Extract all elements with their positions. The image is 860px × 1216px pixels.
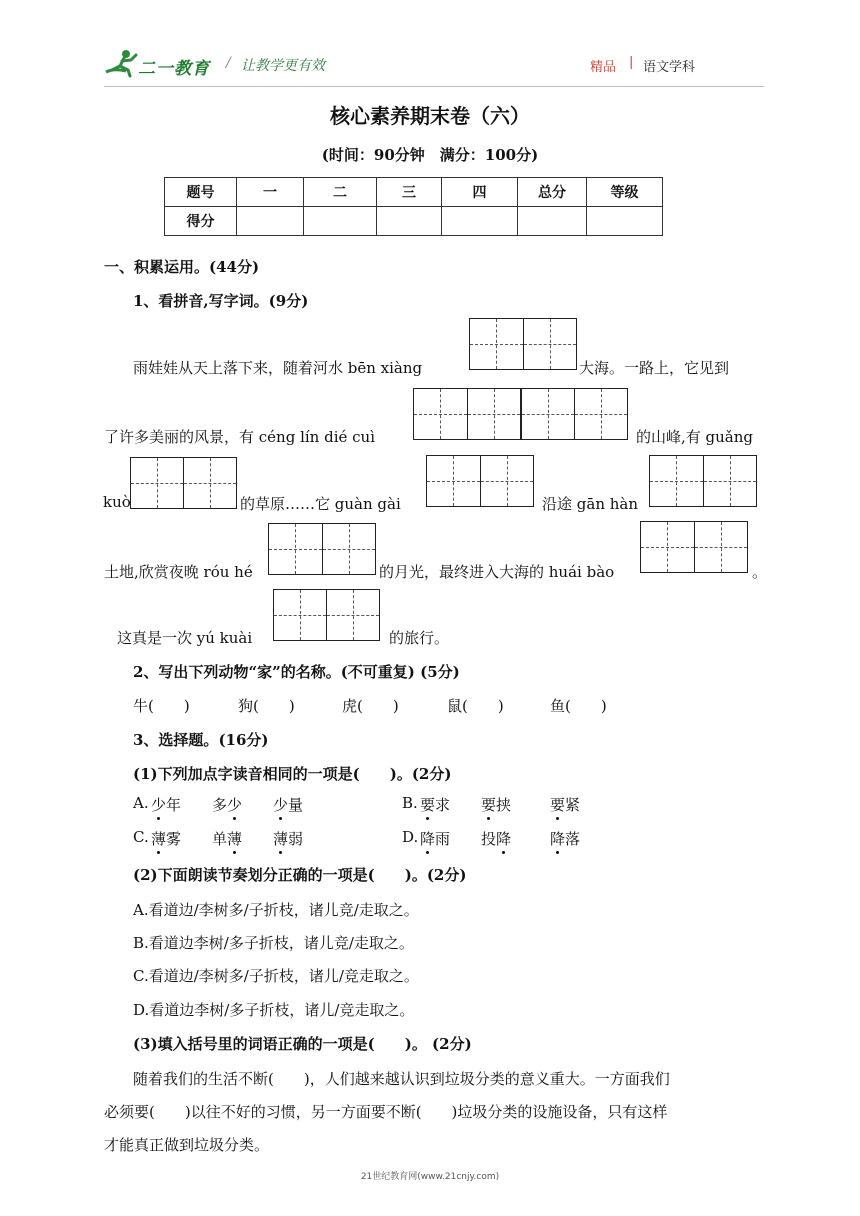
writing-grid[interactable] (130, 457, 237, 509)
passage-line: 的月光，最终进入大海的 huái bào (379, 563, 615, 581)
choice-option-c[interactable]: C.看道边/李树多/子折枝，诸儿/竞走取之。 (133, 967, 419, 985)
passage-line: 雨娃娃从天上落下来，随着河水 bēn xiàng (133, 359, 423, 377)
passage-line: 大海。一路上，它见到 (579, 359, 730, 377)
subject-label: 语文学科 (643, 60, 696, 75)
score-table (164, 177, 663, 236)
option-word: 少量 (273, 796, 304, 814)
exam-info: (时间：90分钟 满分：100分) (321, 146, 539, 164)
subquestion-heading: (3)填入括号里的词语正确的一项是( )。 (2分) (133, 1035, 472, 1053)
passage-line: 了许多美丽的风景，有 céng lín dié cuì (104, 428, 376, 446)
paragraph-line: 才能真正做到垃圾分类。 (104, 1136, 270, 1154)
passage-line: 土地,欣赏夜晚 róu hé (104, 563, 253, 581)
passage-line: kuò (103, 493, 131, 511)
option-word: 降雨 (420, 830, 451, 848)
header-cell: 题号 (165, 178, 237, 207)
quality-badge: 精品 (590, 60, 617, 75)
option-word: 要求 (420, 796, 451, 814)
passage-line: 的山峰,有 guǎng (636, 428, 754, 446)
slogan: 让教学更有效 (241, 58, 325, 74)
option-word: 要紧 (550, 796, 581, 814)
option-word: 薄弱 (273, 830, 304, 848)
score-cell[interactable] (518, 207, 587, 236)
animal-item[interactable]: 牛( ) (133, 697, 190, 715)
option-label[interactable]: C. (133, 828, 149, 846)
score-cell[interactable] (237, 207, 304, 236)
writing-grid[interactable] (426, 455, 534, 507)
question-heading: 3、选择题。(16分) (133, 731, 269, 749)
option-word: 投降 (481, 830, 512, 848)
choice-option-b[interactable]: B.看道边李树/多子折枝，诸儿竞/走取之。 (133, 934, 414, 952)
score-cell[interactable] (587, 207, 663, 236)
score-table-row (165, 207, 663, 236)
animal-item[interactable]: 鼠( ) (447, 697, 504, 715)
score-cell[interactable] (304, 207, 377, 236)
passage-line: 的草原……它 guàn gài (240, 495, 401, 513)
score-table-header-row (165, 178, 663, 207)
animal-item[interactable]: 鱼( ) (550, 697, 607, 715)
animal-item[interactable]: 虎( ) (342, 697, 399, 715)
row-label: 得分 (165, 207, 237, 236)
subquestion-heading: (1)下列加点字读音相同的一项是( )。(2分) (133, 765, 452, 783)
choice-option-d[interactable]: D.看道边李树/多子折枝，诸儿/竞走取之。 (133, 1001, 415, 1019)
score-cell[interactable] (377, 207, 442, 236)
animal-item[interactable]: 狗( ) (238, 697, 295, 715)
header-cell: 四 (442, 178, 518, 207)
writing-grid[interactable] (649, 455, 757, 507)
paragraph-line: 必须要( )以往不好的习惯，另一方面要不断( )垃圾分类的设施设备，只有这样 (104, 1103, 668, 1121)
section-heading: 一、积累运用。(44分) (104, 258, 260, 276)
option-word: 薄雾 (151, 830, 182, 848)
option-word: 单薄 (212, 830, 243, 848)
writing-grid[interactable] (469, 318, 577, 370)
question-heading: 2、写出下列动物“家”的名称。(不可重复) (5分) (133, 663, 460, 681)
writing-grid[interactable] (273, 589, 380, 641)
header-separator: / (226, 55, 231, 71)
header-cell: 三 (377, 178, 442, 207)
header-cell: 一 (237, 178, 304, 207)
page-title: 核心素养期末卷（六） (330, 104, 530, 128)
option-word: 降落 (550, 830, 581, 848)
header-divider: | (629, 55, 634, 70)
option-label[interactable]: B. (402, 794, 418, 812)
option-word: 少年 (151, 796, 182, 814)
option-word: 多少 (212, 796, 243, 814)
paragraph-line: 随着我们的生活不断( )，人们越来越认识到垃圾分类的意义重大。一方面我们 (133, 1070, 670, 1088)
page-footer: 21世纪教育网(www.21cnjy.com) (360, 1172, 500, 1182)
brand-name: 二一教育 (138, 59, 210, 79)
option-label[interactable]: A. (133, 794, 149, 812)
writing-grid[interactable] (413, 388, 521, 440)
writing-grid[interactable] (521, 388, 628, 440)
option-word: 要挟 (481, 796, 512, 814)
passage-line: 。 (752, 563, 768, 581)
passage-line: 的旅行。 (389, 629, 450, 647)
passage-line: 这真是一次 yú kuài (117, 629, 253, 647)
question-heading: 1、看拼音,写字词。(9分) (133, 292, 309, 310)
passage-line: 沿途 gān hàn (542, 495, 639, 513)
writing-grid[interactable] (268, 523, 376, 575)
header-rule (104, 86, 764, 87)
score-cell[interactable] (442, 207, 518, 236)
header-cell: 总分 (518, 178, 587, 207)
header-cell: 二 (304, 178, 377, 207)
header-cell: 等级 (587, 178, 663, 207)
subquestion-heading: (2)下面朗读节奏划分正确的一项是( )。(2分) (133, 866, 467, 884)
writing-grid[interactable] (640, 521, 748, 573)
choice-option-a[interactable]: A.看道边/李树多/子折枝，诸儿竞/走取之。 (133, 901, 419, 919)
option-label[interactable]: D. (402, 828, 419, 846)
